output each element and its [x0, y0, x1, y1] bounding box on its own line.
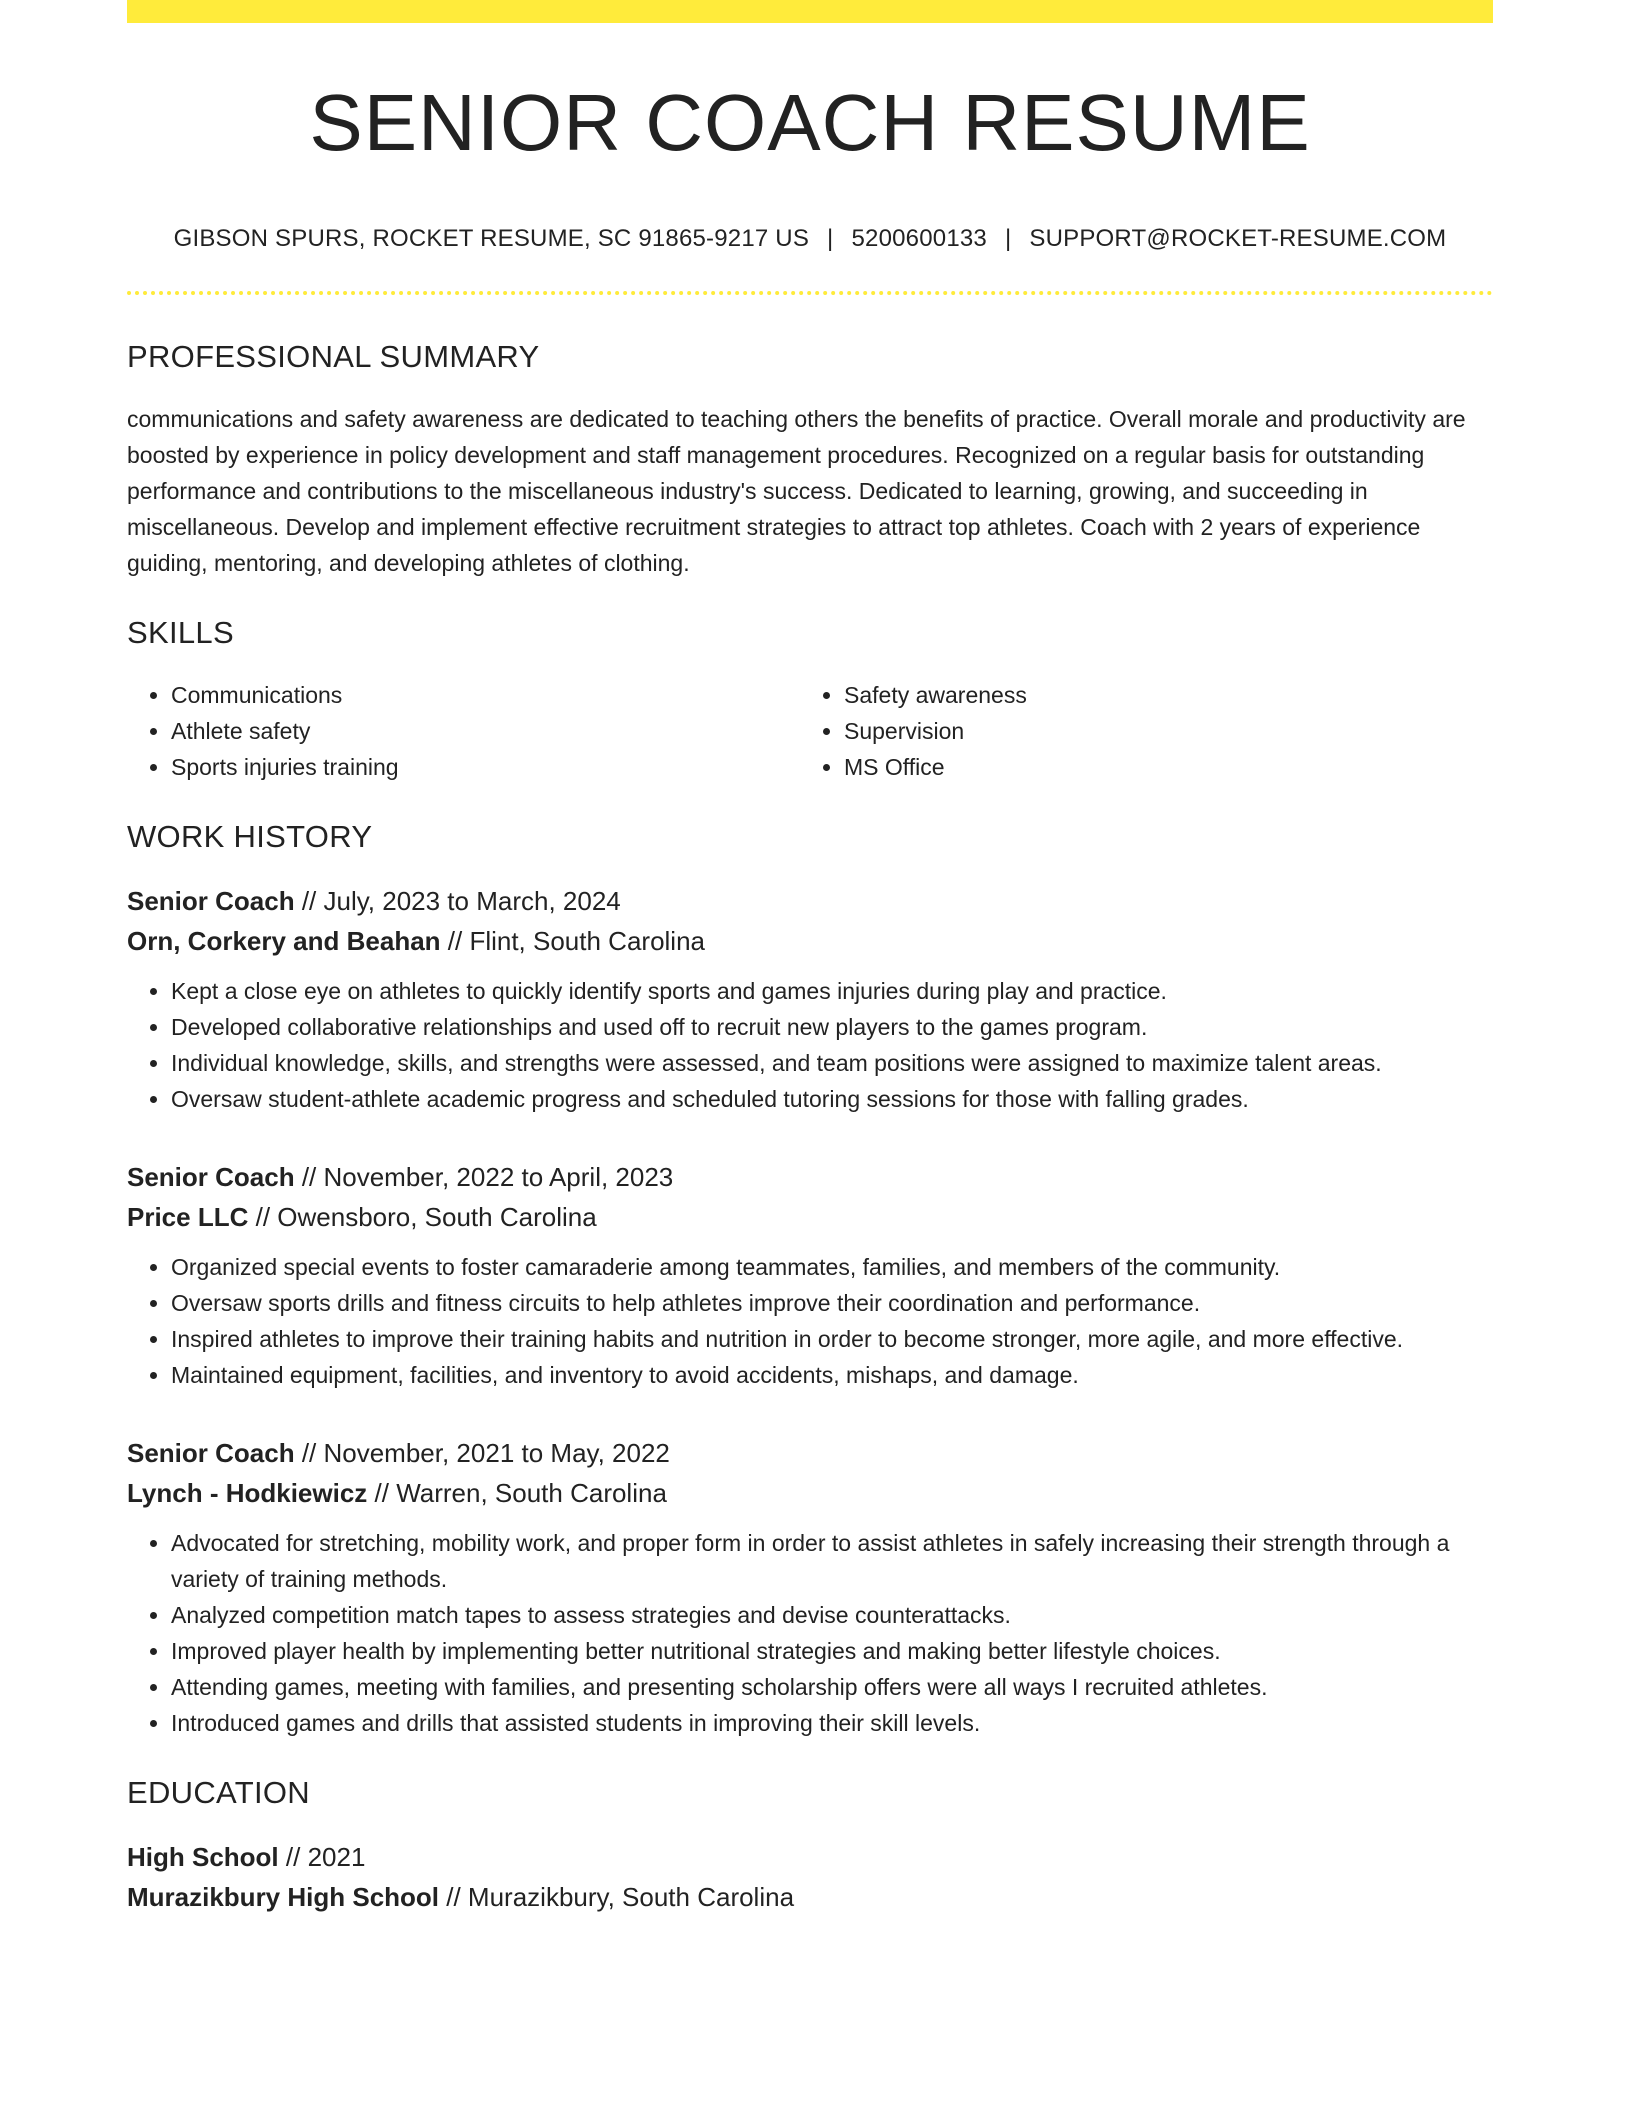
job-bullet: • Attending games, meeting with families, and presenting scholarship offers were all ways I recruited athletes.: [171, 1669, 1493, 1705]
education-degree: High School: [127, 1842, 279, 1872]
job-bullets: [127, 1525, 1493, 1741]
resume-title: SENIOR COACH RESUME: [309, 78, 1311, 167]
job-title: Senior Coach: [127, 1162, 295, 1192]
job-company: Price LLC: [127, 1202, 249, 1232]
job-title: Senior Coach: [127, 886, 295, 916]
job-company-line: [127, 1197, 1493, 1237]
skill-item: • Athlete safety: [171, 713, 800, 749]
skill-item: • Communications: [171, 677, 800, 713]
job-bullet: • Maintained equipment, facilities, and inventory to avoid accidents, mishaps, and damage.: [171, 1357, 1493, 1393]
job-bullet: • Improved player health by implementing better nutritional strategies and making better lifestyle choices.: [171, 1633, 1493, 1669]
job-dates: // July, 2023 to March, 2024: [294, 886, 621, 916]
resume-page: [127, 0, 1493, 1917]
contact-separator: |: [1004, 225, 1012, 252]
skills-left-column: [127, 677, 800, 785]
job-company-line: [127, 1473, 1493, 1513]
education-year: // 2021: [278, 1842, 366, 1872]
job-bullet: • Organized special events to foster camaraderie among teammates, families, and members of the community.: [171, 1249, 1493, 1285]
job-bullet: • Kept a close eye on athletes to quickly identify sports and games injuries during play and practice.: [171, 973, 1493, 1009]
skills-right-column: [800, 677, 1473, 785]
summary-text: communications and safety awareness are dedicated to teaching others the benefits of practice. Overall morale and productivity are boosted by experience in policy development and staff management procedures. Recognized on a regular basis for outstanding performance and contributions to the miscellaneous industry's success. Dedicated to learning, growing, and succeeding in miscellaneous. Develop and implement effective recruitment strategies to attract top athletes. Coach with 2 years of experience guiding, mentoring, and developing athletes of clothing.: [127, 406, 1466, 576]
job-entry: [127, 1433, 1493, 1741]
job-location: // Flint, South Carolina: [440, 926, 706, 956]
job-location: // Warren, South Carolina: [367, 1478, 667, 1508]
job-bullet: • Introduced games and drills that assisted students in improving their skill levels.: [171, 1705, 1493, 1741]
skills-grid: [127, 677, 1493, 785]
job-entry: [127, 1157, 1493, 1393]
education-location: // Murazikbury, South Carolina: [439, 1882, 795, 1912]
job-bullet: • Analyzed competition match tapes to assess strategies and devise counterattacks.: [171, 1597, 1493, 1633]
job-bullet: • Individual knowledge, skills, and strengths were assessed, and team positions were assigned to maximize talent areas.: [171, 1045, 1493, 1081]
job-bullet: • Oversaw sports drills and fitness circuits to help athletes improve their coordination and performance.: [171, 1285, 1493, 1321]
job-bullets: [127, 1249, 1493, 1393]
education-degree-line: [127, 1837, 1493, 1877]
job-title: Senior Coach: [127, 1438, 295, 1468]
dotted-divider: [127, 291, 1493, 295]
education-entry: [127, 1837, 1493, 1917]
skills-heading: SKILLS: [127, 615, 234, 650]
accent-bar: [127, 0, 1493, 23]
job-company: Lynch - Hodkiewicz: [127, 1478, 368, 1508]
education-heading: EDUCATION: [127, 1775, 310, 1810]
work-history-heading: WORK HISTORY: [127, 819, 373, 854]
education-school: Murazikbury High School: [127, 1882, 440, 1912]
contact-separator: |: [827, 225, 834, 252]
education-school-line: [127, 1877, 1493, 1917]
job-company: Orn, Corkery and Beahan: [127, 926, 441, 956]
contact-line: [127, 225, 1493, 253]
job-dates: // November, 2021 to May, 2022: [294, 1438, 670, 1468]
job-dates: // November, 2022 to April, 2023: [294, 1162, 674, 1192]
contact-email: SUPPORT@ROCKET-RESUME.COM: [1029, 225, 1447, 252]
skill-item: • Sports injuries training: [171, 749, 800, 785]
job-title-line: [127, 881, 1493, 921]
skill-item: • Safety awareness: [844, 677, 1473, 713]
job-bullet: • Developed collaborative relationships and used off to recruit new players to the games program.: [171, 1009, 1493, 1045]
contact-address: GIBSON SPURS, ROCKET RESUME, SC 91865-9217 US: [173, 225, 810, 252]
summary-heading: PROFESSIONAL SUMMARY: [127, 339, 540, 374]
job-title-line: [127, 1433, 1493, 1473]
job-title-line: [127, 1157, 1493, 1197]
contact-phone: 5200600133: [851, 225, 987, 252]
job-entry: [127, 881, 1493, 1117]
job-location: // Owensboro, South Carolina: [248, 1202, 597, 1232]
job-company-line: [127, 921, 1493, 961]
job-bullet: • Inspired athletes to improve their training habits and nutrition in order to become stronger, more agile, and more effective.: [171, 1321, 1493, 1357]
job-bullet: • Advocated for stretching, mobility work, and proper form in order to assist athletes in safely increasing their strength through a variety of training methods.: [171, 1525, 1493, 1597]
job-bullet: • Oversaw student-athlete academic progress and scheduled tutoring sessions for those with falling grades.: [171, 1081, 1493, 1117]
skill-item: • MS Office: [844, 749, 1473, 785]
skill-item: • Supervision: [844, 713, 1473, 749]
job-bullets: [127, 973, 1493, 1117]
